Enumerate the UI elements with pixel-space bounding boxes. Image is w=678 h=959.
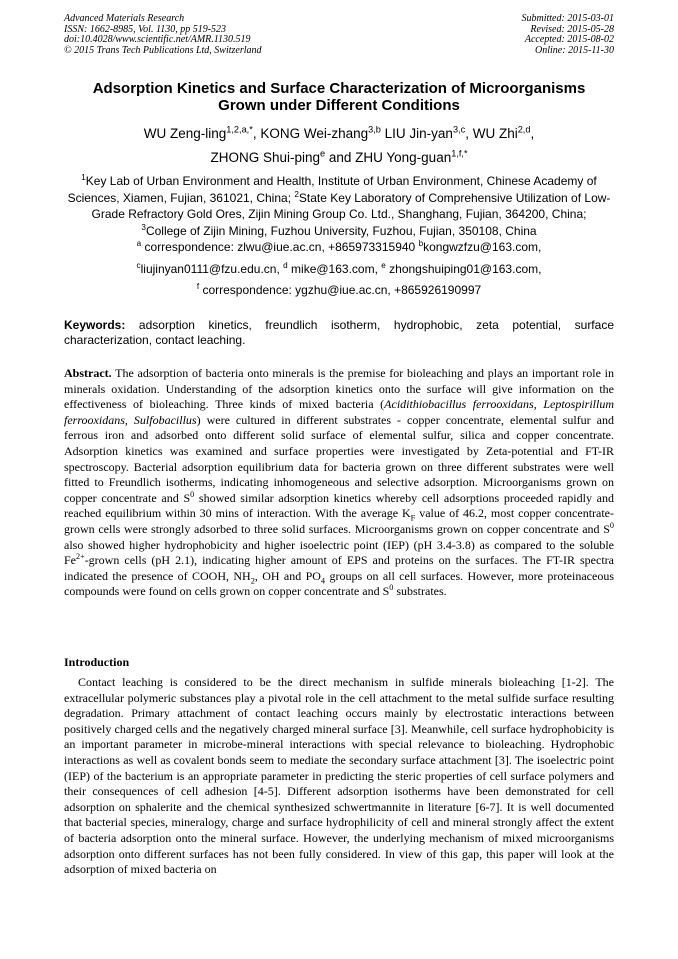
affiliation-3: College of Zijin Mining, Fuzhou University, Fuzhou, Fujian, 350108, China <box>145 223 537 238</box>
journal-copyright: © 2015 Trans Tech Publications Ltd, Switzerland <box>64 44 262 56</box>
journal-doi: doi:10.4028/www.scientific.net/AMR.1130.519 <box>64 34 251 45</box>
subscript: 4 <box>320 576 326 586</box>
date-submitted: Submitted: 2015-03-01 <box>521 13 614 24</box>
abstract-text: , OH and PO <box>254 568 321 583</box>
corr-mark: e <box>381 261 386 270</box>
author-line-2 <box>64 146 614 170</box>
superscript: 0 <box>609 520 614 530</box>
species-name: Sulfobacillus <box>133 412 197 427</box>
corr-mark: b <box>418 239 424 248</box>
section-heading-introduction: Introduction <box>64 655 130 669</box>
corr-mark: f <box>196 282 200 291</box>
abstract-text: , <box>533 397 544 412</box>
author-separator: , <box>465 126 473 141</box>
author-and: and <box>325 150 356 165</box>
affil-mark: 1 <box>81 173 86 182</box>
abstract-text: substrates. <box>393 584 447 599</box>
corr-mark: d <box>283 261 288 270</box>
paper-title <box>64 80 614 114</box>
keywords-label: Keywords: <box>64 318 126 332</box>
superscript: 0 <box>389 583 394 593</box>
subscript: 2 <box>250 576 255 586</box>
abstract-text: -grown cells (pH 2.1), indicating higher amount of EPS and proteins on the surfaces. The FT-IR spectra indicated the presence of COOH, NH <box>64 553 614 583</box>
correspondence-line-2 <box>64 262 614 277</box>
keywords <box>64 318 614 348</box>
affil-mark: 2 <box>294 189 299 199</box>
corr-email-f: correspondence: ygzhu@iue.ac.cn, +865926190997 <box>202 283 482 297</box>
corr-mark: c <box>136 261 141 270</box>
author-affil-mark: 2,d <box>517 124 531 135</box>
corr-mark: a <box>136 239 142 248</box>
introduction-text: Contact leaching is considered to be the direct mechanism in sulfide minerals bioleaching [1-2]. The extracellular polymeric substances play a pivotal role in the cell attachment to the metal sulfide surface resulting degradation. Primary attachment of contact leaching occurs mainly by electrostatic interactions between positively charged cells and the negatively charged mineral surface [3]. Meanwhile, cell surface hydrophobicity is an important parameter in microbe-mineral interactions with special relevance to bioleaching. Hydrophobic interactions as well as covalent bonds seem to mediate the secondary surface attachment [3]. The isoelectric point (IEP) of the bacterium is an appropriate parameter in predicting the steric properties of cell surface polymers and their consequences of cell adhesion [4-5]. Different adsorption isotherms have been demonstrated for cell adsorption on sphalerite and the chemical synthesized schwertmannite in literature [6-7]. It is well documented that bacterial species, mineralogy, charge and surface hydrophilicity of cell and mineral strongly affect the extent of bacteria adsorption onto the mineral surface. However, the underlying mechanism of mixed microorganisms adsorption onto different surfaces has not been fully considered. In view of this gap, this paper will look at the adsorption of mixed bacteria on <box>64 675 614 877</box>
journal-issn: ISSN: 1662-8985, Vol. 1130, pp 519-523 <box>64 23 227 35</box>
author-affil-mark: e <box>320 148 326 159</box>
title-line-2: Grown under Different Conditions <box>218 97 460 114</box>
date-accepted: Accepted: 2015-08-02 <box>524 34 614 45</box>
author-list <box>64 122 614 170</box>
author-name: ZHU Yong-guan <box>355 150 452 165</box>
affiliations <box>64 173 614 239</box>
abstract-text: value of 46.2, most copper concentrate-grown cells were strongly adsorbed to three solid surfaces. Microorganisms grown on copper concentrate and S <box>64 506 615 536</box>
affiliation-1: Key Lab of Urban Environment and Health, Institute of Urban Environment, Chinese Academy of Sciences, Xiamen, Fujian, 361021, China; <box>67 174 597 205</box>
corr-email-e: zhongshuiping01@163.com, <box>389 262 542 276</box>
abstract-text: also showed higher hydrophobicity and higher isoelectric point (IEP) (pH 3.4-3.8) as compared to the soluble Fe <box>64 537 614 568</box>
abstract-text: , <box>124 412 134 427</box>
species-name: Acidithiobacillus ferrooxidans <box>384 397 534 412</box>
corr-email-c: liujinyan0111@fzu.edu.cn, <box>140 262 280 276</box>
superscript: 0 <box>190 489 195 499</box>
species-name: Leptospirillum ferrooxidans <box>64 397 615 427</box>
author-separator: , <box>252 126 261 141</box>
date-revised: Revised: 2015-05-28 <box>530 23 614 35</box>
corr-email-d: mike@163.com, <box>291 262 378 276</box>
publication-dates <box>522 14 615 56</box>
correspondence-line-1 <box>64 240 614 255</box>
abstract-text: showed similar adsorption kinetics whereby cell adsorptions proceeded rapidly and reached equilibrium within 30 mins of interaction. With the average K <box>64 490 614 521</box>
corr-email-b: kongwzfzu@163.com, <box>423 240 542 254</box>
keywords-text: adsorption kinetics, freundlich isotherm, hydrophobic, zeta potential, surface characterization, contact leaching. <box>64 318 614 347</box>
superscript: 2+ <box>76 552 85 562</box>
author-line-1: WU Zeng-ling$^{1,2,a,*}$, KONG Wei-zhang$^{3,b}$ LIU Jin-yan$^{3,c}$, WU Zhi$^{2,d}$, <box>143 124 535 141</box>
author-name: WU Zeng-ling <box>143 126 227 141</box>
correspondence-line-3 <box>64 283 614 298</box>
author-name: LIU Jin-yan <box>384 126 453 141</box>
abstract-text: ) were cultured in different substrates - copper concentrate, elemental sulfur and ferrous iron and adsorbed onto different solid surface of elemental sulfur, silica and copper concentrate. Adsorption kinetics was examined and surface properties were investigated by Zeta-potential and FT-IR spectroscopy. Bacterial adsorption equilibrium data for bacteria grown on three different substrates were well fitted to Freundlich isotherms, indicating inhomogeneous and selective adsorption. Microorganisms grown on copper concentrate and S <box>64 412 615 505</box>
abstract-label: Abstract. <box>64 366 112 380</box>
subscript: F <box>410 513 416 523</box>
affiliation-2: State Key Laboratory of Comprehensive Utilization of Low-Grade Refractory Gold Ores, Zijin Mining Group Co. Ltd., Shanghang, Fujian, 364200, China; <box>91 190 611 221</box>
author-affil-mark: 3,c <box>452 124 466 135</box>
author-name: KONG Wei-zhang <box>260 126 369 141</box>
abstract-text: The adsorption of bacteria onto minerals is the premise for bioleaching and plays an important role in minerals oxidation. Understanding of the adsorption kinetics onto the surface will give information on the effectiveness of bioleaching. Three kinds of mixed bacteria ( <box>64 366 614 412</box>
abstract <box>64 366 614 600</box>
abstract-text: groups on all cell surfaces. However, more proteinaceous compounds were found on cells grown on copper concentrate and S <box>64 568 614 599</box>
author-name: WU Zhi <box>472 126 518 141</box>
author-affil-mark: 1,2,a,* <box>226 124 253 135</box>
author-affil-mark: 3,b <box>368 124 381 135</box>
date-online: Online: 2015-11-30 <box>535 44 614 56</box>
corr-email-a: correspondence: zlwu@iue.ac.cn, +865973315940 <box>144 240 416 254</box>
author-affil-mark: 1,f,* <box>451 148 468 159</box>
title-line-1: Adsorption Kinetics and Surface Characterization of Microorganisms <box>92 80 586 97</box>
journal-info <box>64 14 262 56</box>
author-name: ZHONG Shui-ping <box>210 150 320 165</box>
journal-name: Advanced Materials Research <box>64 13 185 24</box>
affil-mark: 3 <box>141 222 146 232</box>
